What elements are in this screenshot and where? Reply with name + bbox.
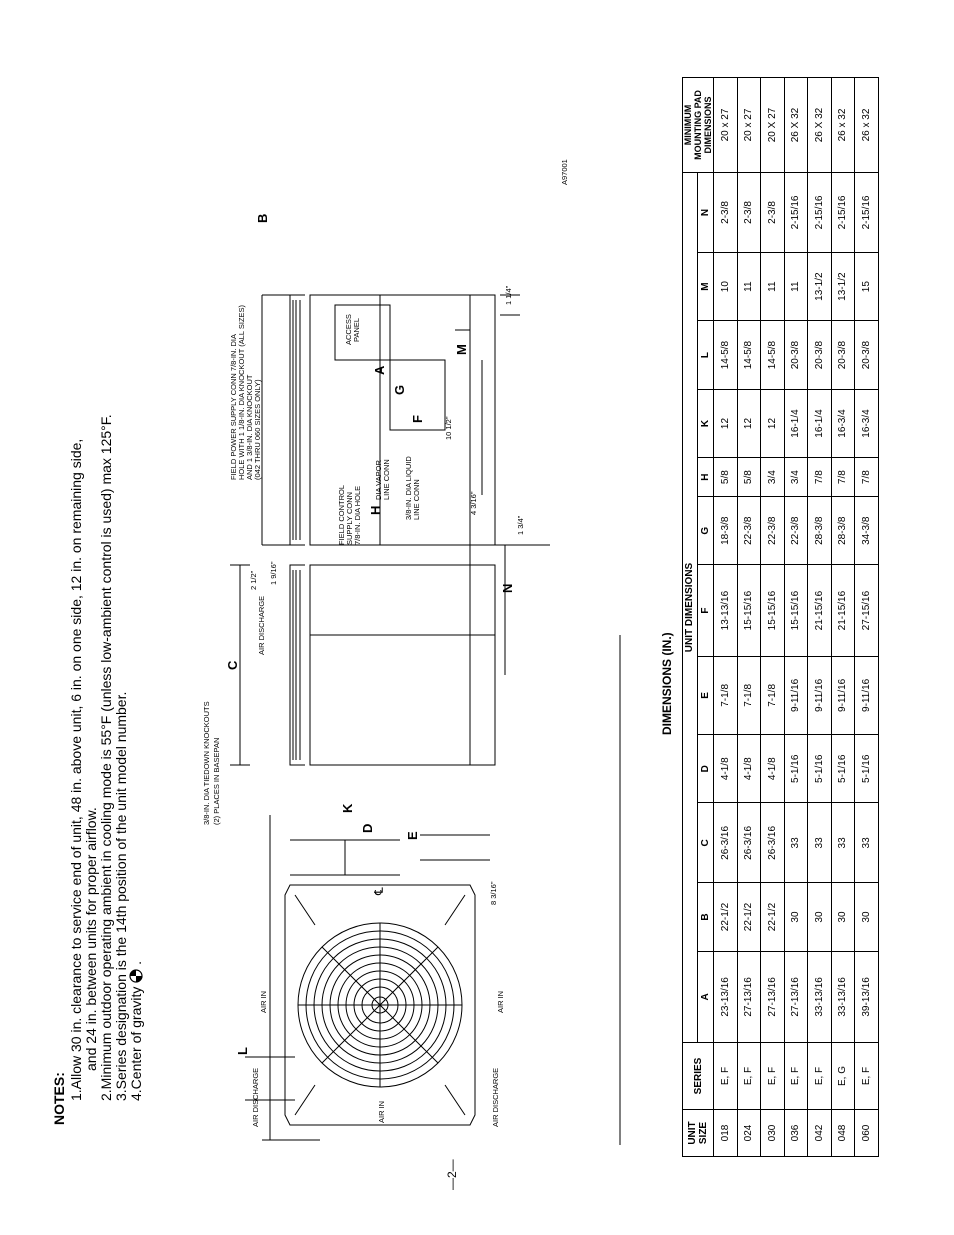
table-cell: 34-3/8 [855,497,879,565]
header-unit-dimensions: UNIT DIMENSIONS [683,173,698,1043]
header-series: SERIES [683,1043,714,1110]
header-col-k: K [697,389,713,457]
table-cell: 9-11/16 [808,656,832,734]
label-power-2: HOLE WITH 1 1/8-IN. DIA KNOCKOUT (ALL SIZES) [237,304,246,480]
table-cell: 7/8 [855,458,879,497]
label-8-3-16: 8 3/16" [489,881,498,905]
table-cell: 22-3/8 [761,497,785,565]
table-cell: 33 [831,803,855,883]
dim-E: E [405,831,420,840]
table-cell: 27-15/16 [855,565,879,656]
table-cell: 7-1/8 [714,656,738,734]
table-cell: 7-1/8 [737,656,761,734]
label-1-1-4: 1 1/4" [504,285,513,305]
table-cell: 9-11/16 [855,656,879,734]
dim-B: B [255,213,270,223]
table-cell: 20-3/8 [784,321,808,389]
note-1-cont: and 24 in. between units for proper airflow. [83,807,99,1071]
table-cell: 10 [714,252,738,320]
table-cell: 4-1/8 [761,735,785,803]
label-1-9-16: 1 9/16" [269,561,278,585]
table-cell: 20 x 27 [737,78,761,173]
dim-M: M [454,344,469,355]
table-cell: 15-15/16 [737,565,761,656]
label-access-1: ACCESS [344,314,353,345]
table-cell: 13-1/2 [831,252,855,320]
dim-K: K [340,803,355,813]
table-cell: 22-1/2 [714,883,738,951]
table-cell: 024 [737,1110,761,1157]
table-cell: 13-13/16 [714,565,738,656]
front-view-cabinet [310,565,495,765]
page-number: —2— [445,1159,459,1190]
dim-C: C [225,660,240,670]
table-cell: 14-5/8 [761,321,785,389]
figure-id: A97001 [560,159,569,185]
table-cell: 15 [855,252,879,320]
table-cell: 26 x 32 [855,78,879,173]
label-field-control-1: FIELD CONTROL [337,484,346,545]
label-1-3-4: 1 3/4" [516,515,525,535]
table-cell: 4-1/8 [714,735,738,803]
table-cell: 5-1/16 [808,735,832,803]
header-col-h: H [697,458,713,497]
note-2: 2.Minimum outdoor operating ambient in cooling mode is 55°F (unless low-ambient control is used) max 125°F. [98,414,114,1101]
header-pad: MINIMUM MOUNTING PAD DIMENSIONS [683,78,714,173]
table-cell: 2-3/8 [737,173,761,253]
table-cell: 060 [855,1110,879,1157]
label-4-3-16: 4 3/16" [469,491,478,515]
header-col-c: C [697,803,713,883]
table-row [737,78,761,1157]
header-col-b: B [697,883,713,951]
table-cell: 16-3/4 [831,389,855,457]
table-cell: 16-1/4 [784,389,808,457]
dimensions-title: DIMENSIONS (IN.) [660,632,674,735]
table-cell: 2-15/16 [808,173,832,253]
dim-L: L [235,1047,250,1055]
table-cell: 4-1/8 [737,735,761,803]
table-cell: 26-3/16 [714,803,738,883]
label-10-1-2: 10 1/2" [444,416,453,440]
label-power-3: AND 1 3/8-IN. DIA KNOCKOUT [245,374,254,480]
table-row [714,78,738,1157]
table-cell: E, F [784,1043,808,1110]
header-col-n: N [697,173,713,253]
note-1: 1.Allow 30 in. clearance to service end of unit, 48 in. above unit, 6 in. on one side, 12 in. on remaining side, [68,438,84,1101]
header-col-a: A [697,951,713,1042]
table-cell: 12 [761,389,785,457]
table-cell: 5/8 [714,458,738,497]
label-field-control-3: 7/8-IN. DIA HOLE [353,485,362,545]
header-col-e: E [697,656,713,734]
table-cell: 28-3/8 [831,497,855,565]
label-power-1: FIELD POWER SUPPLY CONN 7/8-IN. DIA [229,333,238,480]
table-row [831,78,855,1157]
header-col-g: G [697,497,713,565]
table-cell: 7/8 [808,458,832,497]
table-cell: 21-15/16 [808,565,832,656]
table-cell: 22-3/8 [737,497,761,565]
table-cell: 9-11/16 [784,656,808,734]
table-cell: 33-13/16 [831,951,855,1042]
table-cell: 27-13/16 [784,951,808,1042]
table-cell: 2-3/8 [714,173,738,253]
table-cell: 14-5/8 [714,321,738,389]
label-2-1-2: 2 1/2" [249,570,258,590]
table-cell: 11 [737,252,761,320]
table-row [761,78,785,1157]
table-cell: 26 x 32 [831,78,855,173]
table-cell: 16-3/4 [855,389,879,457]
table-cell: 9-11/16 [831,656,855,734]
table-cell: 20-3/8 [855,321,879,389]
dim-G: G [392,384,407,395]
table-cell: 11 [761,252,785,320]
table-cell: 22-1/2 [737,883,761,951]
table-cell: 5-1/16 [855,735,879,803]
header-col-m: M [697,252,713,320]
table-cell: 15-15/16 [761,565,785,656]
note-4: 4.Center of gravity . [128,960,144,1101]
table-cell: 23-13/16 [714,951,738,1042]
table-cell: 30 [808,883,832,951]
table-cell: 5-1/16 [831,735,855,803]
table-cell: 20 X 27 [761,78,785,173]
table-cell: E, F [855,1043,879,1110]
table-cell: 042 [808,1110,832,1157]
table-cell: 39-13/16 [855,951,879,1042]
table-row [808,78,832,1157]
label-air-in-3: AIR IN [496,990,505,1013]
table-cell: 26-3/16 [737,803,761,883]
table-cell: 26 X 32 [784,78,808,173]
table-cell: 33-13/16 [808,951,832,1042]
table-cell: 33 [784,803,808,883]
table-cell: 048 [831,1110,855,1157]
label-air-in-1: AIR IN [377,1100,386,1123]
table-cell: 2-15/16 [831,173,855,253]
notes-heading: NOTES: [51,1072,67,1125]
table-cell: 20-3/8 [808,321,832,389]
dim-H: H [368,505,383,515]
table-cell: 20 x 27 [714,78,738,173]
table-cell: 30 [831,883,855,951]
dimensions-table [682,77,879,1157]
dim-F: F [410,415,425,423]
label-air-discharge-1: AIR DISCHARGE [251,1067,260,1127]
table-cell: 30 [784,883,808,951]
table-cell: 21-15/16 [831,565,855,656]
table-cell: 20-3/8 [831,321,855,389]
table-cell: 030 [761,1110,785,1157]
table-cell: E, F [714,1043,738,1110]
table-cell: 27-13/16 [761,951,785,1042]
table-row [784,78,808,1157]
table-cell: 26-3/16 [761,803,785,883]
label-power-4: (042 THRU 060 SIZES ONLY) [253,379,262,480]
table-cell: 14-5/8 [737,321,761,389]
table-cell: 22-1/2 [761,883,785,951]
table-cell: 12 [714,389,738,457]
table-cell: 3/4 [784,458,808,497]
table-cell: 16-1/4 [808,389,832,457]
table-cell: 2-15/16 [784,173,808,253]
table-cell: 33 [855,803,879,883]
dim-A: A [372,365,387,375]
table-cell: 2-3/8 [761,173,785,253]
header-col-d: D [697,735,713,803]
header-col-l: L [697,321,713,389]
header-col-f: F [697,565,713,656]
table-cell: 018 [714,1110,738,1157]
table-cell: 22-3/8 [784,497,808,565]
table-cell: 33 [808,803,832,883]
label-tiedown-2: (2) PLACES IN BASEPAN [212,737,221,825]
table-row [855,78,879,1157]
label-vapor-1: DIA VAPOR [374,460,383,500]
label-air-discharge-2: AIR DISCHARGE [491,1067,500,1127]
table-cell: 13-1/2 [808,252,832,320]
table-cell: 28-3/8 [808,497,832,565]
dim-D: D [360,823,375,833]
table-cell: 7/8 [831,458,855,497]
table-cell: 7-1/8 [761,656,785,734]
table-cell: 15-15/16 [784,565,808,656]
table-cell: 18-3/8 [714,497,738,565]
label-centerline: ℄ [372,887,386,895]
table-cell: 30 [855,883,879,951]
label-field-control-2: SUPPLY CONN [345,491,354,545]
table-cell: 036 [784,1110,808,1157]
note-3: 3.Series designation is the 14th position of the unit model number. [113,691,129,1101]
label-tiedown-1: 3/8-IN. DIA TIEDOWN KNOCKOUTS [202,701,211,825]
table-cell: 2-15/16 [855,173,879,253]
dim-N: N [500,583,515,593]
label-vapor-2: LINE CONN [382,459,391,500]
table-cell: 26 X 32 [808,78,832,173]
table-cell: 27-13/16 [737,951,761,1042]
table-cell: 5-1/16 [784,735,808,803]
table-cell: 3/4 [761,458,785,497]
table-cell: E, F [737,1043,761,1110]
label-liquid-2: LINE CONN [412,479,421,520]
table-cell: E, G [831,1043,855,1110]
label-front-air-discharge: AIR DISCHARGE [257,595,266,655]
label-liquid-1: 3/8-IN. DIA LIQUID [404,456,413,520]
table-cell: E, F [808,1043,832,1110]
label-air-in-2: AIR IN [259,990,268,1013]
header-unit-size: UNIT SIZE [683,1110,714,1157]
table-cell: 11 [784,252,808,320]
label-access-2: PANEL [352,317,361,342]
table-cell: E, F [761,1043,785,1110]
table-cell: 5/8 [737,458,761,497]
table-cell: 12 [737,389,761,457]
